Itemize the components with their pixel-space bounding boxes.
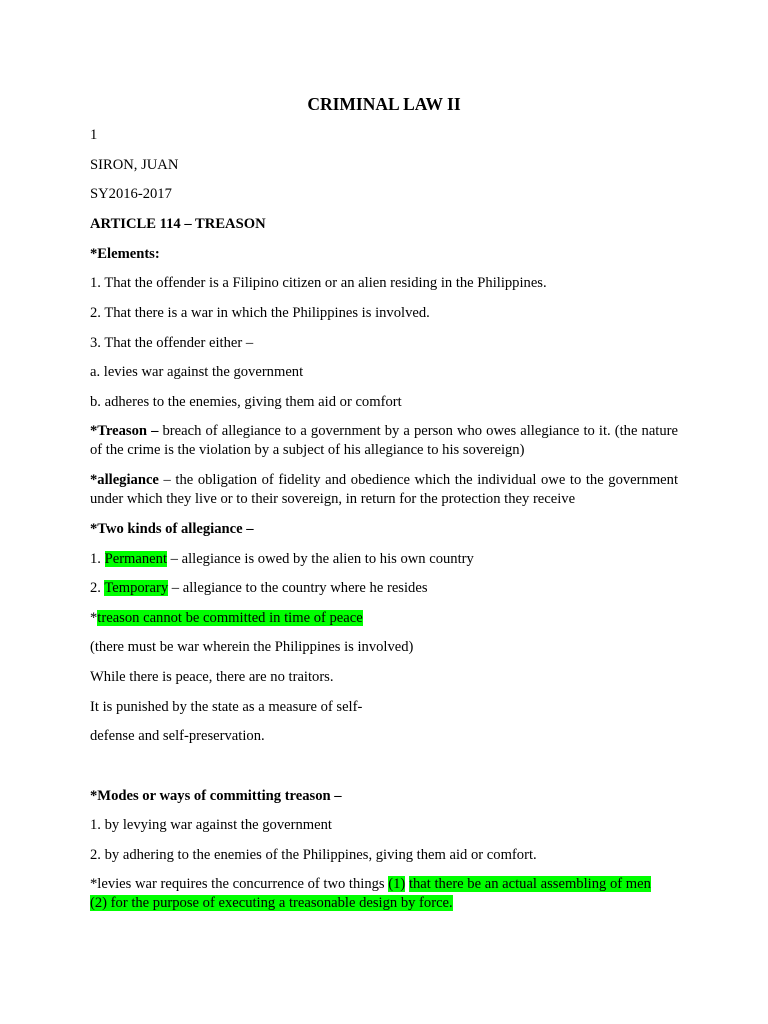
definition-dash: – xyxy=(147,423,163,439)
kind-term-highlighted: Temporary xyxy=(104,580,169,596)
peace-line: (there must be war wherein the Philippines is involved) xyxy=(90,639,414,655)
definition-text: breach of allegiance to a government by a person who owes allegiance to it. (the nature of the crime is the violation by a subject of his allegiance to his sovereign) xyxy=(90,423,678,458)
peace-line: defense and self-preservation. xyxy=(90,728,265,744)
peace-line: While there is peace, there are no traitors. xyxy=(90,669,334,685)
peace-note xyxy=(90,609,678,628)
kind-number: 2. xyxy=(90,580,105,596)
element-item: a. levies war against the government xyxy=(90,364,304,380)
element-item: 1. That the offender is a Filipino citizen or an alien residing in the Philippines. xyxy=(90,275,547,291)
definition-term: *allegiance xyxy=(90,472,159,488)
levies-highlight-number: (1) xyxy=(388,876,406,892)
mode-item: 1. by levying war against the government xyxy=(90,817,332,833)
modes-heading: *Modes or ways of committing treason – xyxy=(90,788,342,804)
kinds-heading: *Two kinds of allegiance – xyxy=(90,521,254,537)
definition-term: *Treason xyxy=(90,423,148,439)
article-heading: ARTICLE 114 – TREASON xyxy=(90,216,266,232)
definition-text: the obligation of fidelity and obedience which the individual owe to the government under which they live or to their sovereign, in return for the protection they receive xyxy=(90,472,678,507)
kind-text: – allegiance to the country where he resides xyxy=(168,580,428,596)
treason-definition xyxy=(90,422,678,460)
levies-prefix: *levies war requires the concurrence of two things xyxy=(90,876,389,892)
page-number: 1 xyxy=(90,127,98,143)
document-title: CRIMINAL LAW II xyxy=(307,94,461,114)
definition-dash: – xyxy=(158,472,176,488)
levies-note xyxy=(90,875,678,894)
kind-item xyxy=(90,579,678,598)
elements-heading: *Elements: xyxy=(90,246,160,262)
levies-highlight-text: (2) for the purpose of executing a treasonable design by force. xyxy=(90,895,453,911)
mode-item: 2. by adhering to the enemies of the Philippines, giving them aid or comfort. xyxy=(90,847,537,863)
author-name: SIRON, JUAN xyxy=(90,157,179,173)
school-year: SY2016-2017 xyxy=(90,186,172,202)
kind-number: 1. xyxy=(90,551,105,567)
note-text-highlighted: treason cannot be committed in time of peace xyxy=(97,610,363,626)
levies-highlight-text: that there be an actual assembling of men xyxy=(408,876,651,892)
note-star: * xyxy=(90,610,98,626)
element-item: b. adheres to the enemies, giving them aid or comfort xyxy=(90,394,402,410)
element-item: 2. That there is a war in which the Philippines is involved. xyxy=(90,305,430,321)
peace-line: It is punished by the state as a measure of self- xyxy=(90,699,363,715)
element-item: 3. That the offender either – xyxy=(90,335,254,351)
kind-term-highlighted: Permanent xyxy=(104,551,168,567)
kind-item xyxy=(90,550,678,569)
allegiance-definition xyxy=(90,471,678,509)
kind-text: – allegiance is owed by the alien to his own country xyxy=(167,551,474,567)
levies-note-continued xyxy=(90,894,678,913)
